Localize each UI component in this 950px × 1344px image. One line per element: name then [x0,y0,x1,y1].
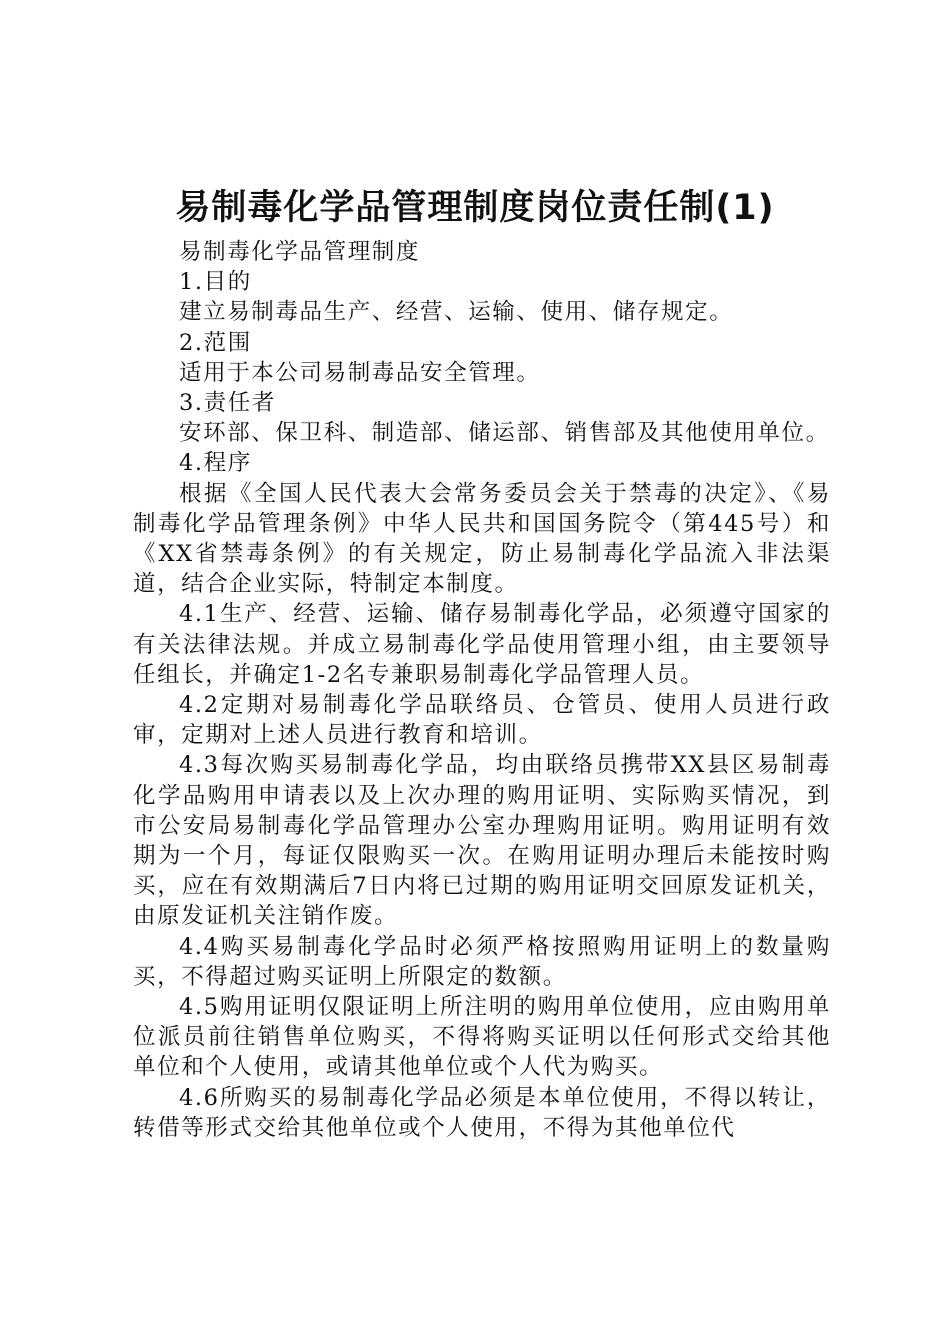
paragraph: 4.2定期对易制毒化学品联络员、仓管员、使用人员进行政审，定期对上述人员进行教育和培训。 [133,692,831,749]
document-body [133,237,831,1143]
paragraph: 安环部、保卫科、制造部、储运部、销售部及其他使用单位。 [179,420,830,447]
paragraph: 适用于本公司易制毒品安全管理。 [179,359,541,386]
paragraph: 根据《全国人民代表大会常务委员会关于禁毒的决定》、《易制毒化学品管理条例》中华人民共和国国务院令（第445号）和《XX省禁毒条例》的有关规定，防止易制毒化学品流入非法渠道，结合企业实际，特制定本制度。 [133,480,831,598]
paragraph: 4.5购用证明仅限证明上所注明的购用单位使用，应由购用单位派员前往销售单位购买，不得将购买证明以任何形式交给其他单位和个人使用，或请其他单位或个人代为购买。 [133,994,831,1081]
paragraph: 4.3每次购买易制毒化学品，均由联络员携带XX县区易制毒化学品购用申请表以及上次办理的购用证明、实际购买情况，到市公安局易制毒化学品管理办公室办理购用证明。购用证明有效期为一个月，每证仅限购买一次。在购用证明办理后未能按时购买，应在有效期满后7日内将已过期的购用证明交回原发证机关，由原发证机关注销作废。 [133,752,831,930]
section-heading-scope: 2.范围 [179,329,252,356]
document-title: 易制毒化学品管理制度岗位责任制(1) [175,188,775,228]
paragraph: 4.6所购买的易制毒化学品必须是本单位使用，不得以转让，转借等形式交给其他单位或个人使用，不得为其他单位代 [133,1084,831,1141]
section-heading-procedure: 4.程序 [179,450,252,477]
paragraph: 4.4购买易制毒化学品时必须严格按照购用证明上的数量购买，不得超过购买证明上所限定的数额。 [133,933,831,990]
section-heading-responsible: 3.责任者 [179,390,276,417]
paragraph: 建立易制毒品生产、经营、运输、使用、储存规定。 [179,299,734,326]
paragraph-subtitle: 易制毒化学品管理制度 [179,239,421,265]
section-heading-purpose: 1.目的 [179,269,252,296]
paragraph: 4.1生产、经营、运输、储存易制毒化学品，必须遵守国家的有关法律法规。并成立易制毒化学品使用管理小组，由主要领导任组长，并确定1-2名专兼职易制毒化学品管理人员。 [133,601,831,688]
